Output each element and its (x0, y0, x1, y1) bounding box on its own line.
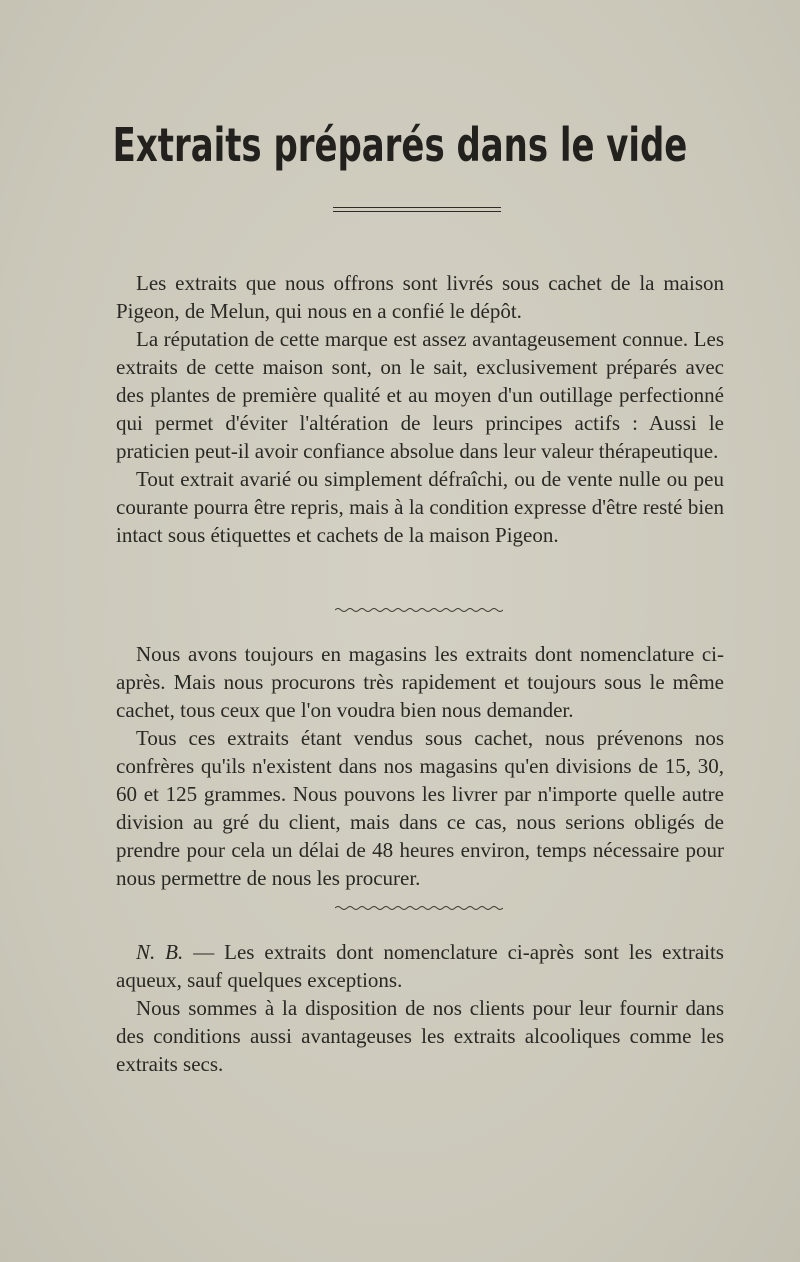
wavy-separator (335, 605, 503, 615)
section-2 (116, 640, 724, 892)
paragraph (116, 938, 724, 994)
paragraph: Nous sommes à la disposition de nos clients pour leur fournir dans des conditions aussi avantageuses les extraits alcooliques comme les extraits secs. (116, 996, 724, 1076)
section-1 (116, 269, 724, 549)
nb-text: — Les extraits dont nomenclature ci-après sont les extraits aqueux, sauf quelques exceptions. (116, 940, 724, 992)
section-3 (116, 938, 724, 1078)
wavy-separator (335, 903, 503, 913)
nb-label: N. B. (136, 940, 184, 964)
paragraph: Tout extrait avarié ou simplement défraîchi, ou de vente nulle ou peu courante pourra être repris, mais à la condition expresse d'être resté bien intact sous étiquettes et cachets de la maison Pigeon. (116, 467, 724, 547)
paragraph: Tous ces extraits étant vendus sous cachet, nous prévenons nos confrères qu'ils n'existent dans nos magasins qu'en divisions de 15, 30, 60 et 125 grammes. Nous pouvons les livrer par n'importe quelle autre division au gré du client, mais dans ce cas, nous serions obligés de prendre pour cela un délai de 48 heures environ, temps nécessaire pour nous permettre de nous les procurer. (116, 726, 724, 890)
title-double-rule (333, 207, 501, 214)
paragraph: Les extraits que nous offrons sont livrés sous cachet de la maison Pigeon, de Melun, qui nous en a confié le dépôt. (116, 271, 724, 323)
paragraph: La réputation de cette marque est assez avantageusement connue. Les extraits de cette maison sont, on le sait, exclusivement préparés avec des plantes de première qualité et au moyen d'un outillage perfectionné qui permet d'éviter l'altération de leurs principes actifs : Aussi le praticien peut-il avoir confiance absolue dans leur valeur thérapeutique. (116, 327, 724, 463)
paragraph: Nous avons toujours en magasins les extraits dont nomenclature ci-après. Mais nous procurons très rapidement et toujours sous le même cachet, tous ceux que l'on voudra bien nous demander. (116, 642, 724, 722)
page-title: Extraits préparés dans le vide (112, 118, 688, 172)
